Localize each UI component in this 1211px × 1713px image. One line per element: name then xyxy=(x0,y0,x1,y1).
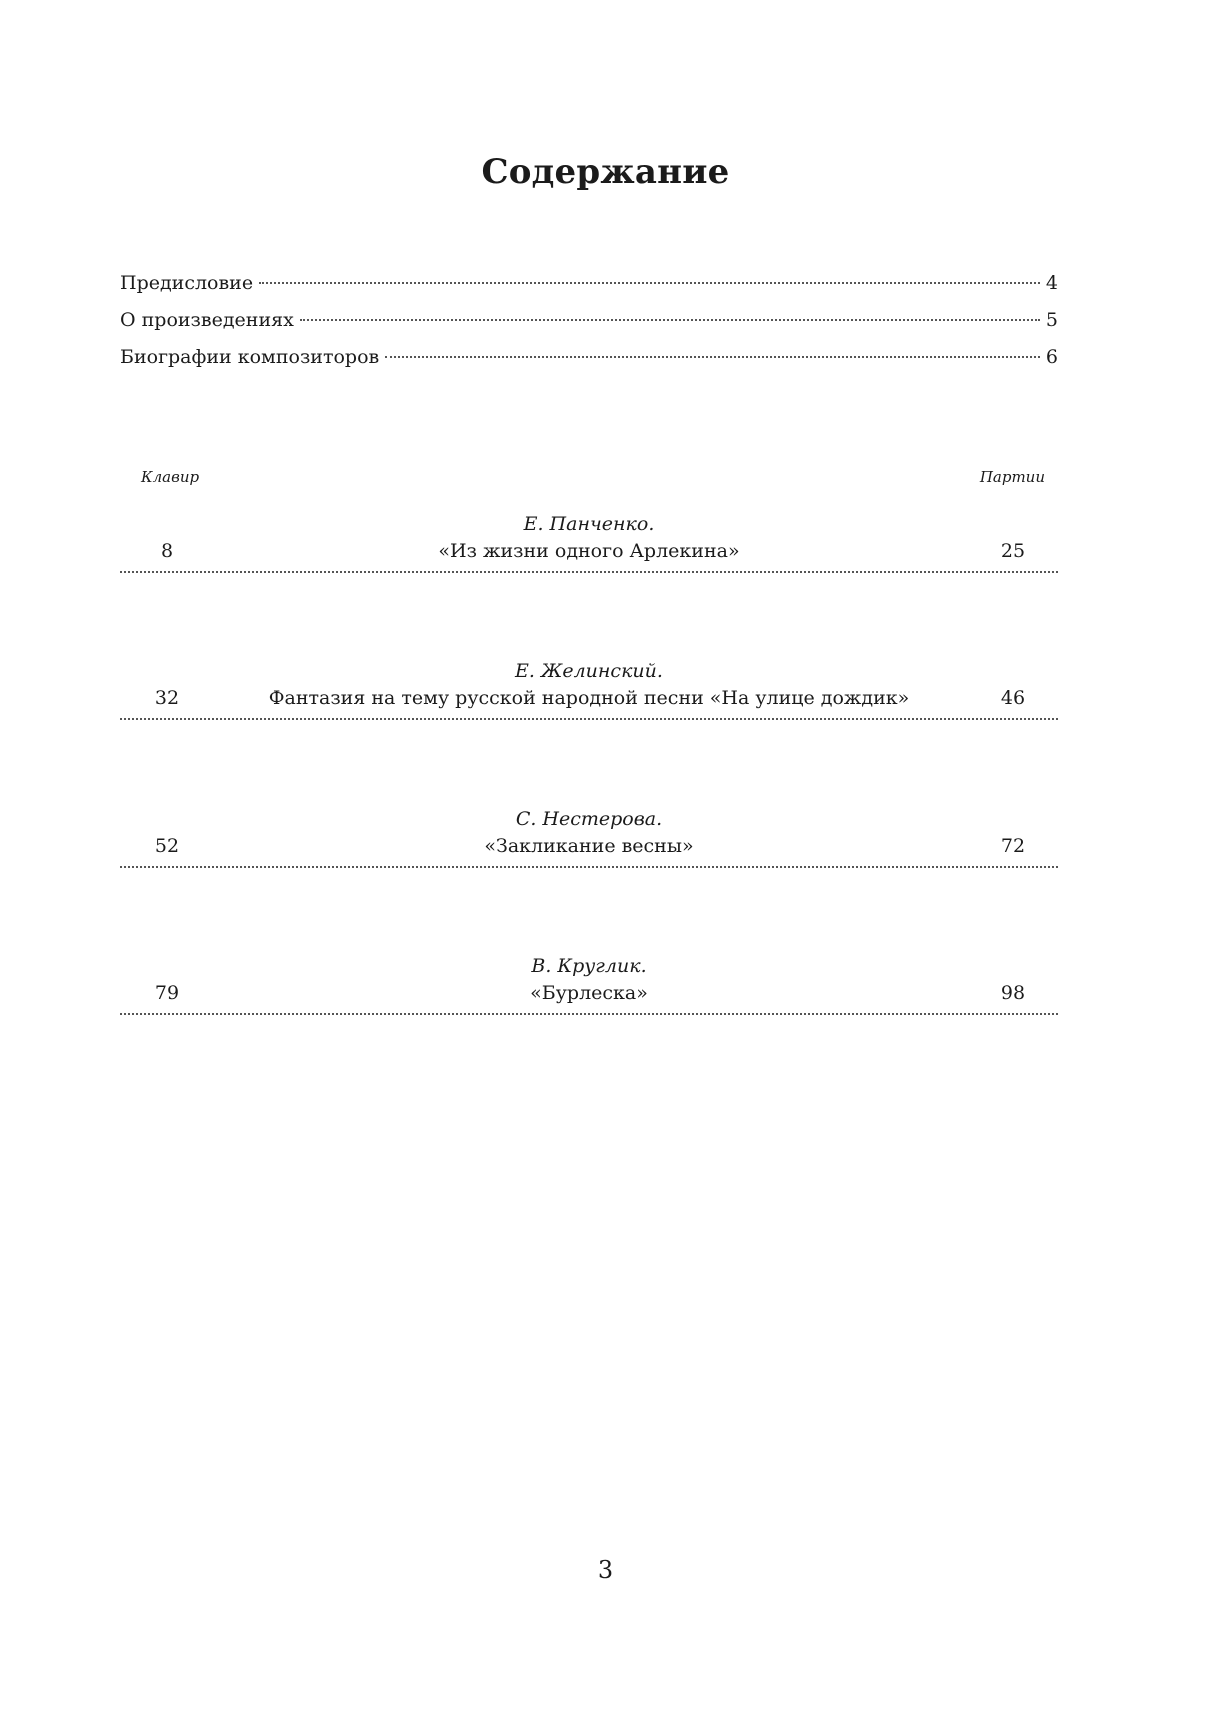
toc-row-preface[interactable] xyxy=(120,272,1058,309)
score-page-number: 52 xyxy=(154,835,180,857)
toc-row-biographies[interactable] xyxy=(120,346,1058,383)
dot-leader xyxy=(300,319,1040,321)
front-matter-list xyxy=(120,272,1058,383)
parts-page-number: 98 xyxy=(1000,982,1026,1004)
toc-page-number: 6 xyxy=(1045,346,1058,368)
composer-name: В. Круглик. xyxy=(531,955,647,977)
dot-leader xyxy=(120,718,1058,720)
piece-title: «Бурлеска» xyxy=(530,982,648,1004)
toc-row-about-works[interactable] xyxy=(120,309,1058,346)
contents-entry-zhelinsky[interactable] xyxy=(120,660,1058,720)
score-page-number: 8 xyxy=(160,540,174,562)
column-header-parts: Партии xyxy=(979,468,1045,486)
dot-leader xyxy=(120,866,1058,868)
contents-entry-nesterova[interactable] xyxy=(120,808,1058,868)
parts-page-number: 25 xyxy=(1000,540,1026,562)
toc-page-number: 5 xyxy=(1045,309,1058,331)
composer-name: Е. Панченко. xyxy=(523,513,655,535)
page-title: Содержание xyxy=(481,152,730,192)
composer-name: С. Нестерова. xyxy=(515,808,663,830)
score-page-number: 79 xyxy=(154,982,180,1004)
parts-page-number: 72 xyxy=(1000,835,1026,857)
parts-page-number: 46 xyxy=(1000,687,1026,709)
page-number: 3 xyxy=(597,1556,614,1584)
contents-entry-kruglik[interactable] xyxy=(120,955,1058,1015)
piece-title: «Закликание весны» xyxy=(484,835,694,857)
composer-name: Е. Желинский. xyxy=(515,660,663,682)
score-page-number: 32 xyxy=(154,687,180,709)
toc-page-number: 4 xyxy=(1045,272,1058,294)
toc-label: Биографии композиторов xyxy=(120,346,380,368)
piece-title: «Из жизни одного Арлекина» xyxy=(438,540,740,562)
dot-leader xyxy=(385,356,1040,358)
piece-title: Фантазия на тему русской народной песни «На улице дождик» xyxy=(268,687,910,709)
dot-leader xyxy=(120,1013,1058,1015)
column-header-score: Клавир xyxy=(141,468,200,486)
dot-leader xyxy=(120,571,1058,573)
toc-label: Предисловие xyxy=(120,272,254,294)
dot-leader xyxy=(259,282,1040,284)
contents-entry-panchenko[interactable] xyxy=(120,513,1058,573)
toc-label: О произведениях xyxy=(120,309,294,331)
